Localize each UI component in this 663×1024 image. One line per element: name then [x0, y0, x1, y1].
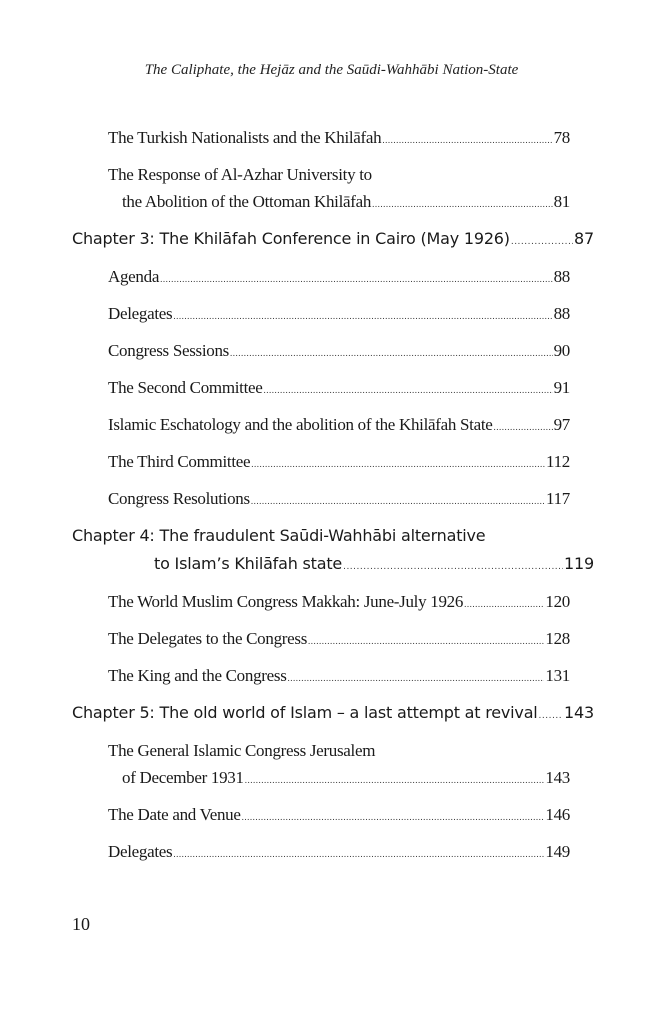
toc-entry — [108, 737, 570, 791]
toc-entry-title: Islamic Eschatology and the abolition of the Khilāfah State — [108, 415, 493, 434]
toc-entry-title: of December 1931 — [122, 768, 244, 787]
dot-leader — [245, 767, 545, 794]
page-number: 10 — [72, 914, 90, 934]
toc-chapter-title: Chapter 3: The Khilāfah Conference in Cairo (May 1926) — [72, 229, 510, 248]
dot-leader — [308, 628, 544, 655]
dot-leader — [251, 488, 545, 515]
running-header: The Caliphate, the Hejāz and the Saūdi-Wahhābi Nation-State — [144, 62, 519, 78]
toc-chapter-title: Chapter 5: The old world of Islam – a last attempt at revival — [72, 703, 538, 722]
toc-entry — [108, 448, 570, 475]
toc-entry-page: 120 — [545, 592, 570, 611]
toc-entry — [108, 300, 570, 327]
toc-chapter-page: 119 — [564, 554, 594, 573]
toc-entry-title: The Second Committee — [108, 378, 263, 397]
toc-entry-page: 97 — [553, 415, 570, 434]
toc-entry — [108, 411, 570, 438]
toc-entry-title: The Delegates to the Congress — [108, 629, 308, 648]
dot-leader — [288, 665, 545, 692]
toc-chapter-page: 143 — [564, 703, 594, 722]
toc-entry-title: the Abolition of the Ottoman Khilāfah — [122, 192, 372, 211]
toc-entry-page: 88 — [553, 267, 570, 286]
dot-leader — [494, 414, 553, 441]
toc-entry — [108, 625, 570, 652]
toc-entry-title: Delegates — [108, 842, 173, 861]
toc-entry — [108, 337, 570, 364]
toc-entry-title: Congress Resolutions — [108, 489, 250, 508]
dot-leader — [539, 702, 564, 730]
toc-entry-page: 143 — [545, 768, 570, 787]
toc-entry-title: The Third Committee — [108, 452, 251, 471]
toc-chapter-title-line1: Chapter 4: The fraudulent Saūdi-Wahhābi alternative — [72, 526, 486, 545]
toc-entry — [108, 801, 570, 828]
toc-entry-title: The King and the Congress — [108, 666, 287, 685]
toc-entry-title-line1: The General Islamic Congress Jerusalem — [108, 741, 376, 760]
dot-leader — [372, 191, 553, 218]
dot-leader — [264, 377, 553, 404]
toc-chapter — [72, 699, 594, 727]
toc-entry-page: 88 — [553, 304, 570, 323]
toc-entry-page: 146 — [545, 805, 570, 824]
dot-leader — [160, 266, 553, 293]
dot-leader — [230, 340, 553, 367]
toc-entry-title: Agenda — [108, 267, 160, 286]
toc-entry-page: 91 — [553, 378, 570, 397]
toc-entry-page: 81 — [553, 192, 570, 211]
toc-chapter-page: 87 — [574, 229, 594, 248]
toc-entry — [108, 263, 570, 290]
toc-entry-page: 128 — [545, 629, 570, 648]
toc-entry-page: 112 — [546, 452, 570, 471]
toc-entry-page: 131 — [545, 666, 570, 685]
dot-leader — [511, 228, 573, 256]
toc-entry-page: 117 — [546, 489, 570, 508]
dot-leader — [251, 451, 545, 478]
dot-leader — [382, 127, 552, 154]
toc-entry — [108, 588, 570, 615]
table-of-contents — [72, 124, 594, 865]
dot-leader — [343, 553, 563, 581]
toc-entry-title: Delegates — [108, 304, 173, 323]
dot-leader — [173, 841, 544, 868]
toc-entry-title: Congress Sessions — [108, 341, 229, 360]
toc-chapter — [72, 225, 594, 253]
toc-entry-title-line1: The Response of Al-Azhar University to — [108, 165, 372, 184]
toc-entry — [108, 161, 570, 215]
toc-entry-page: 78 — [553, 128, 570, 147]
dot-leader — [464, 591, 544, 618]
toc-chapter — [72, 522, 594, 578]
toc-entry — [108, 838, 570, 865]
toc-entry-page: 90 — [553, 341, 570, 360]
toc-entry-page: 149 — [545, 842, 570, 861]
toc-entry — [108, 124, 570, 151]
toc-entry — [108, 662, 570, 689]
toc-entry — [108, 485, 570, 512]
toc-chapter-title: to Islam’s Khilāfah state — [154, 554, 343, 573]
toc-entry — [108, 374, 570, 401]
toc-entry-title: The World Muslim Congress Makkah: June-July 1926 — [108, 592, 464, 611]
toc-entry-title: The Turkish Nationalists and the Khilāfah — [108, 128, 382, 147]
dot-leader — [173, 303, 552, 330]
toc-entry-title: The Date and Venue — [108, 805, 241, 824]
dot-leader — [242, 804, 545, 831]
